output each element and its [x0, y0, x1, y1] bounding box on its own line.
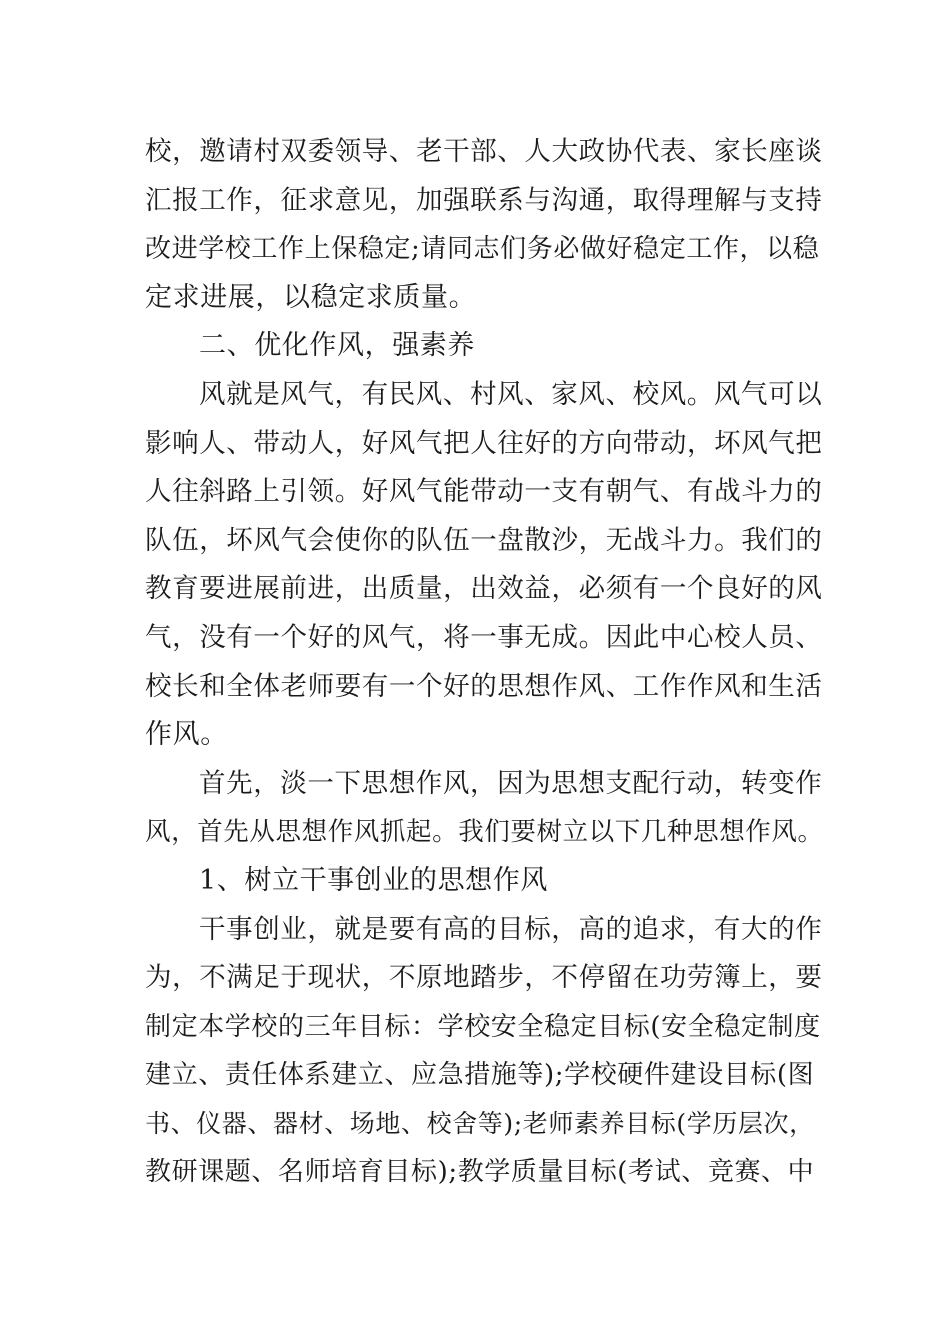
text-line: 建立、责任体系建立、应急措施等);学校硬件建设目标(图 [145, 1060, 815, 1091]
text-line: 为，不满足于现状，不原地踏步，不停留在功劳簿上，要 [145, 962, 823, 994]
text-line: 定求进展，以稳定求质量。 [145, 281, 477, 313]
text-line: 改进学校工作上保稳定;请同志们务必做好稳定工作，以稳 [145, 234, 820, 265]
document-body [145, 128, 825, 1197]
text-line: 队伍，坏风气会使你的队伍一盘散沙，无战斗力。我们的 [145, 524, 823, 556]
text-line: 作风。 [145, 719, 228, 751]
text-line: 教研课题、名师培育目标);教学质量目标(考试、竞赛、中 [145, 1157, 815, 1188]
text-line: 1、树立干事创业的思想作风 [199, 864, 548, 896]
text-line: 风就是风气，有民风、村风、家风、校风。风气可以 [199, 378, 823, 410]
text-line: 干事创业，就是要有高的目标，高的追求，有大的作 [199, 913, 823, 945]
text-line: 校，邀请村双委领导、老干部、人大政协代表、家长座谈 [145, 136, 823, 167]
text-line: 汇报工作，征求意见，加强联系与沟通，取得理解与支持 [145, 184, 823, 216]
text-line: 二、优化作风，强素养 [199, 330, 475, 362]
text-line: 人往斜路上引领。好风气能带动一支有朝气、有战斗力的 [145, 476, 823, 508]
text-line: 书、仪器、器材、场地、校舍等);老师素养目标(学历层次， [145, 1108, 815, 1138]
text-line: 风，首先从思想作风抓起。我们要树立以下几种思想作风。 [145, 817, 824, 848]
text-line: 影响人、带动人，好风气把人往好的方向带动，坏风气把 [145, 427, 823, 459]
text-line: 首先，淡一下思想作风，因为思想支配行动，转变作 [199, 767, 823, 799]
text-line: 教育要进展前进，出质量，出效益，必须有一个良好的风 [145, 573, 823, 605]
text-line: 校长和全体老师要有一个好的思想作风、工作作风和生活 [145, 670, 823, 702]
text-line: 制定本学校的三年目标：学校安全稳定目标(安全稳定制度 [145, 1011, 821, 1042]
text-line: 气，没有一个好的风气，将一事无成。因此中心校人员、 [145, 621, 823, 653]
